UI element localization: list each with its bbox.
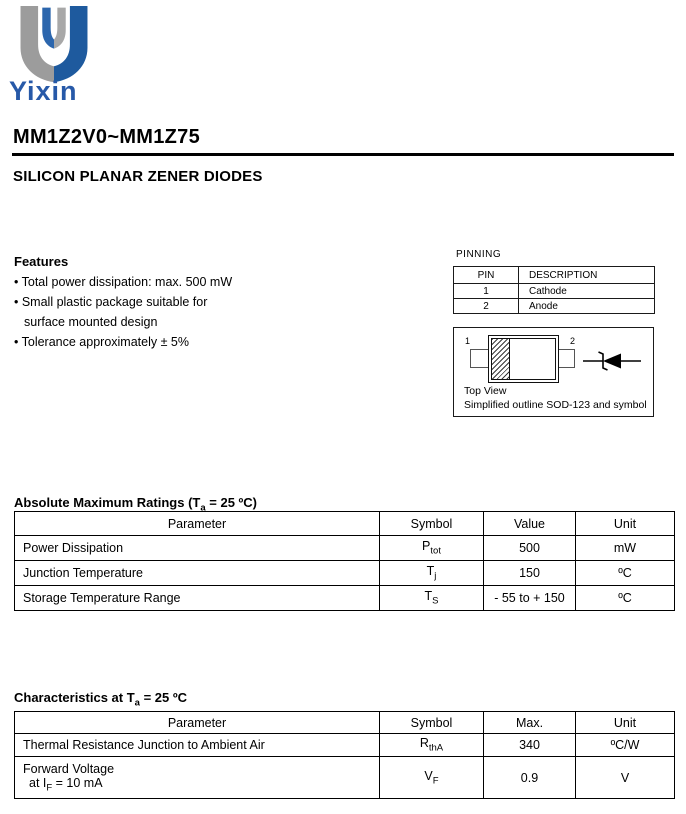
- unit-cell: V: [576, 757, 675, 799]
- pin-number: 1: [454, 284, 519, 299]
- symbol-base: T: [426, 564, 435, 579]
- package-outline-box: [453, 327, 654, 417]
- col-symbol: Symbol: [380, 512, 484, 536]
- pinning-header-row: [454, 267, 655, 284]
- unit-cell: ºC/W: [576, 734, 675, 757]
- parameter-cell: Storage Temperature Range: [15, 586, 380, 611]
- pinning-row: [454, 284, 655, 299]
- unit-cell: ºC: [576, 561, 675, 586]
- abs-max-ratings-table: [14, 511, 675, 611]
- table-header-row: [15, 712, 675, 734]
- col-max: Max.: [484, 712, 576, 734]
- symbol-cell: [380, 586, 484, 611]
- symbol-subscript: thA: [428, 742, 444, 754]
- col-value: Value: [484, 512, 576, 536]
- feature-item: • Tolerance approximately ± 5%: [14, 335, 189, 349]
- pinning-col-pin: PIN: [454, 267, 519, 284]
- table-row: [15, 561, 675, 586]
- max-cell: 340: [484, 734, 576, 757]
- symbol-base: T: [424, 589, 433, 604]
- symbol-subscript: j: [434, 570, 437, 582]
- table-row: [15, 734, 675, 757]
- max-cell: 0.9: [484, 757, 576, 799]
- heading-subscript: a: [134, 697, 140, 709]
- yixin-u-logo-icon: [12, 6, 96, 83]
- package-body-inner: [491, 338, 556, 380]
- page-title: MM1Z2V0~MM1Z75: [13, 126, 201, 148]
- symbol-subscript: tot: [430, 545, 441, 557]
- table-row: [15, 757, 675, 799]
- package-lead-left: [470, 349, 489, 368]
- heading-text: Absolute Maximum Ratings (T: [14, 495, 201, 510]
- col-unit: Unit: [576, 712, 675, 734]
- package-lead-right: [557, 349, 575, 368]
- symbol-cell: [380, 561, 484, 586]
- features-list: [14, 272, 232, 352]
- symbol-base: V: [424, 768, 433, 783]
- package-caption-top-view: Top View: [464, 385, 507, 397]
- pin1-label: 1: [465, 336, 471, 346]
- table-row: [15, 536, 675, 561]
- pinning-row: [454, 299, 655, 314]
- pinning-col-description: DESCRIPTION: [519, 267, 655, 284]
- feature-item: • Small plastic package suitable for: [14, 295, 208, 309]
- condition-text: at I: [29, 775, 47, 790]
- brand-name: Yixin: [9, 76, 78, 106]
- unit-cell: mW: [576, 536, 675, 561]
- col-parameter: Parameter: [15, 712, 380, 734]
- pin-description: Anode: [519, 299, 655, 314]
- pin-number: 2: [454, 299, 519, 314]
- pinning-table: [453, 266, 655, 314]
- col-symbol: Symbol: [380, 712, 484, 734]
- heading-subscript: a: [200, 502, 206, 514]
- heading-text: = 25 ºC: [139, 690, 187, 705]
- characteristics-heading: [14, 690, 187, 709]
- value-cell: 500: [484, 536, 576, 561]
- package-caption-outline: Simplified outline SOD-123 and symbol: [464, 399, 647, 411]
- col-parameter: Parameter: [15, 512, 380, 536]
- parameter-line: Forward Voltage: [23, 761, 115, 776]
- unit-cell: ºC: [576, 586, 675, 611]
- feature-item: • Total power dissipation: max. 500 mW: [14, 275, 233, 289]
- symbol-cell: [380, 734, 484, 757]
- page-subtitle: SILICON PLANAR ZENER DIODES: [13, 168, 263, 185]
- features-heading: Features: [14, 254, 69, 269]
- parameter-cell: Thermal Resistance Junction to Ambient Air: [15, 734, 380, 757]
- condition-text: = 10 mA: [52, 775, 103, 790]
- characteristics-table: [14, 711, 675, 799]
- condition-subscript: F: [46, 782, 53, 794]
- pin-description: Cathode: [519, 284, 655, 299]
- parameter-cell: Power Dissipation: [15, 536, 380, 561]
- value-cell: - 55 to + 150: [484, 586, 576, 611]
- symbol-subscript: F: [432, 775, 439, 787]
- symbol-base: R: [419, 736, 429, 751]
- pin2-label: 2: [570, 336, 576, 346]
- parameter-cell: [15, 757, 380, 799]
- col-unit: Unit: [576, 512, 675, 536]
- table-row: [15, 586, 675, 611]
- title-divider: [12, 153, 674, 156]
- symbol-base: P: [422, 539, 431, 554]
- symbol-cell: [380, 536, 484, 561]
- table-header-row: [15, 512, 675, 536]
- cathode-band: [492, 339, 510, 379]
- pinning-heading: PINNING: [456, 249, 502, 260]
- heading-text: = 25 ºC): [205, 495, 258, 510]
- symbol-subscript: S: [432, 595, 439, 607]
- value-cell: 150: [484, 561, 576, 586]
- parameter-condition-line: [23, 776, 379, 794]
- zener-diode-symbol-icon: [582, 351, 642, 371]
- package-body: [488, 335, 559, 383]
- symbol-cell: [380, 757, 484, 799]
- feature-item-continuation: surface mounted design: [24, 315, 158, 329]
- parameter-cell: Junction Temperature: [15, 561, 380, 586]
- heading-text: Characteristics at T: [14, 690, 135, 705]
